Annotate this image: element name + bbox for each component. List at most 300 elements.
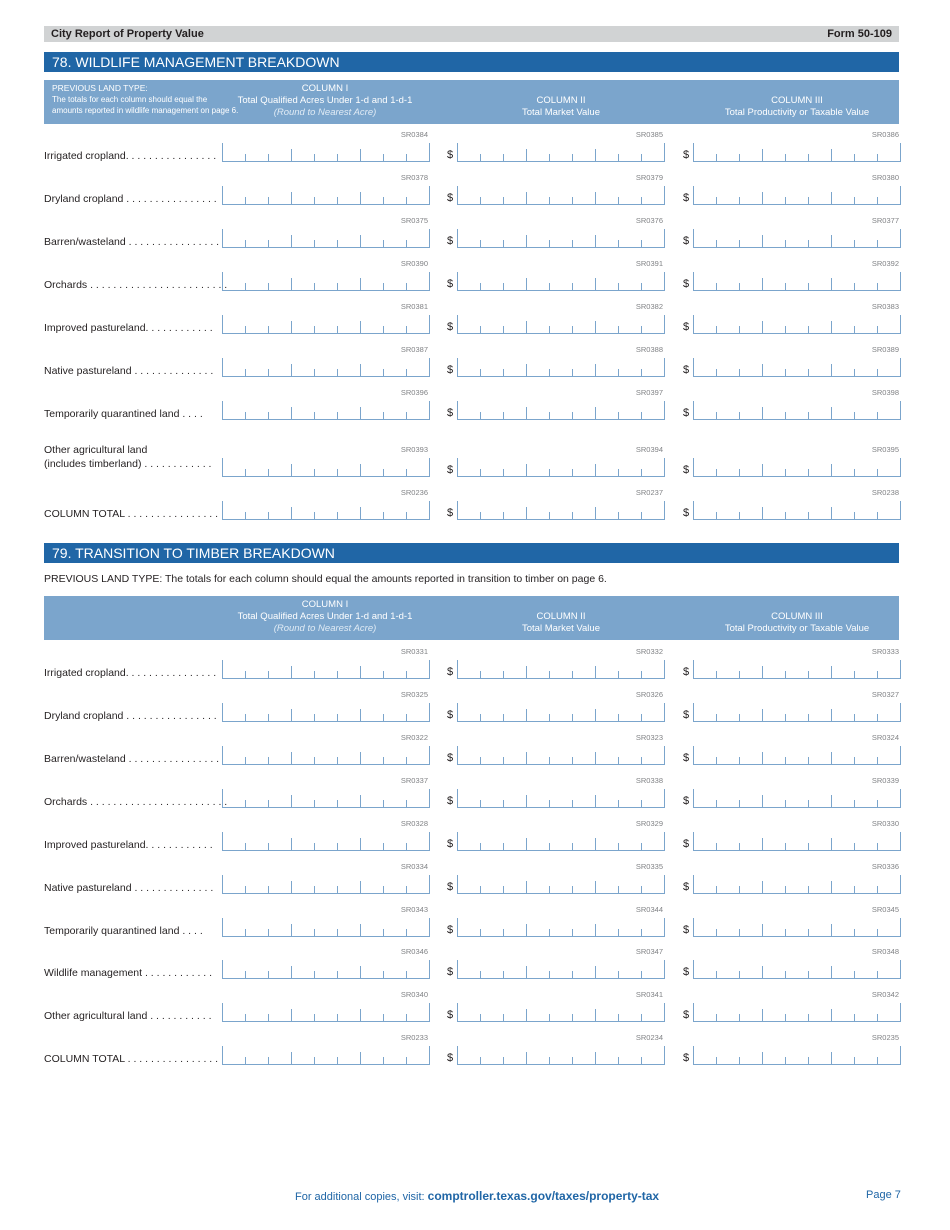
- field-code: SR0378: [400, 173, 428, 182]
- digit-tick: [503, 412, 504, 419]
- column-3-input[interactable]: [693, 1003, 901, 1022]
- digit-tick: [406, 971, 407, 978]
- column-3-input[interactable]: [693, 918, 901, 937]
- row-label: Barren/wasteland . . . . . . . . . . . . . . . .: [44, 753, 220, 765]
- digit-tick: [406, 240, 407, 247]
- digit-tick: [526, 464, 527, 476]
- digit-tick: [268, 1057, 269, 1064]
- digit-tick: [268, 197, 269, 204]
- field-code: SR0331: [400, 647, 428, 656]
- digit-tick: [314, 412, 315, 419]
- digit-tick: [245, 929, 246, 936]
- column-2-input[interactable]: [457, 660, 665, 679]
- dollar-sign: $: [683, 364, 690, 376]
- digit-tick: [383, 1057, 384, 1064]
- digit-tick: [360, 838, 361, 850]
- digit-tick: [383, 800, 384, 807]
- dollar-sign: $: [447, 464, 454, 476]
- field-code: SR0394: [635, 445, 663, 454]
- digit-tick: [406, 929, 407, 936]
- field-code: SR0326: [635, 690, 663, 699]
- row-label: Improved pastureland. . . . . . . . . . . .: [44, 839, 213, 851]
- digit-tick: [268, 469, 269, 476]
- column-2-input[interactable]: [457, 703, 665, 722]
- digit-tick: [877, 714, 878, 721]
- row-label: Orchards . . . . . . . . . . . . . . . . . . . . . . . .: [44, 796, 228, 808]
- dollar-sign: $: [447, 364, 454, 376]
- digit-tick: [572, 469, 573, 476]
- digit-tick: [549, 512, 550, 519]
- digit-tick: [618, 154, 619, 161]
- digit-tick: [360, 192, 361, 204]
- digit-tick: [877, 240, 878, 247]
- digit-tick: [549, 886, 550, 893]
- digit-tick: [716, 929, 717, 936]
- digit-tick: [337, 971, 338, 978]
- digit-tick: [785, 154, 786, 161]
- digit-tick: [314, 326, 315, 333]
- form-row: [44, 819, 904, 859]
- digit-tick: [291, 407, 292, 419]
- field-code: SR0383: [871, 302, 899, 311]
- column-1-input[interactable]: [222, 315, 430, 334]
- digit-tick: [291, 464, 292, 476]
- digit-tick: [595, 795, 596, 807]
- digit-tick: [360, 507, 361, 519]
- column-2-input[interactable]: [457, 143, 665, 162]
- digit-tick: [337, 154, 338, 161]
- column-2-input[interactable]: [457, 789, 665, 808]
- dollar-sign: $: [447, 752, 454, 764]
- digit-tick: [641, 412, 642, 419]
- column-2-input[interactable]: [457, 186, 665, 205]
- digit-tick: [595, 709, 596, 721]
- digit-tick: [360, 321, 361, 333]
- digit-tick: [245, 800, 246, 807]
- digit-tick: [549, 326, 550, 333]
- field-code: SR0348: [871, 947, 899, 956]
- digit-tick: [383, 283, 384, 290]
- digit-tick: [641, 283, 642, 290]
- digit-tick: [549, 240, 550, 247]
- digit-tick: [618, 512, 619, 519]
- digit-tick: [572, 971, 573, 978]
- digit-tick: [314, 1057, 315, 1064]
- column-1-input[interactable]: [222, 918, 430, 937]
- dollar-sign: $: [683, 235, 690, 247]
- digit-tick: [808, 886, 809, 893]
- digit-tick: [877, 1057, 878, 1064]
- column-3-input[interactable]: [693, 143, 901, 162]
- digit-tick: [480, 671, 481, 678]
- digit-tick: [877, 929, 878, 936]
- digit-tick: [762, 364, 763, 376]
- digit-tick: [268, 971, 269, 978]
- digit-tick: [716, 886, 717, 893]
- digit-tick: [785, 671, 786, 678]
- digit-tick: [641, 1057, 642, 1064]
- dollar-sign: $: [447, 507, 454, 519]
- form-row: [44, 388, 904, 428]
- digit-tick: [406, 512, 407, 519]
- field-code: SR0336: [871, 862, 899, 871]
- column-3-input[interactable]: [693, 746, 901, 765]
- digit-tick: [595, 966, 596, 978]
- section-79-header: [44, 543, 899, 563]
- digit-tick: [337, 929, 338, 936]
- digit-tick: [716, 671, 717, 678]
- digit-tick: [877, 154, 878, 161]
- form-row: [44, 862, 904, 902]
- digit-tick: [785, 971, 786, 978]
- dollar-sign: $: [447, 924, 454, 936]
- digit-tick: [739, 1057, 740, 1064]
- digit-tick: [739, 929, 740, 936]
- row-label: Temporarily quarantined land . . . .: [44, 408, 203, 420]
- digit-tick: [549, 469, 550, 476]
- digit-tick: [854, 1057, 855, 1064]
- dollar-sign: $: [683, 1052, 690, 1064]
- column-1-input[interactable]: [222, 960, 430, 979]
- footer-link[interactable]: comptroller.texas.gov/taxes/property-tax: [427, 1189, 660, 1203]
- digit-tick: [716, 512, 717, 519]
- column-2-input[interactable]: [457, 960, 665, 979]
- column-1-input[interactable]: [222, 832, 430, 851]
- page-number: Page 7: [866, 1189, 901, 1201]
- digit-tick: [360, 881, 361, 893]
- digit-tick: [716, 469, 717, 476]
- digit-tick: [762, 1009, 763, 1021]
- digit-tick: [641, 240, 642, 247]
- section-79-column-header: [44, 596, 899, 640]
- digit-tick: [572, 412, 573, 419]
- column-3-input[interactable]: [693, 358, 901, 377]
- digit-tick: [549, 154, 550, 161]
- digit-tick: [595, 838, 596, 850]
- digit-tick: [291, 1052, 292, 1064]
- column-1-input[interactable]: [222, 458, 430, 477]
- digit-tick: [337, 412, 338, 419]
- digit-tick: [314, 800, 315, 807]
- digit-tick: [383, 886, 384, 893]
- digit-tick: [595, 752, 596, 764]
- digit-tick: [785, 1057, 786, 1064]
- digit-tick: [480, 929, 481, 936]
- digit-tick: [503, 800, 504, 807]
- digit-tick: [337, 197, 338, 204]
- digit-tick: [337, 240, 338, 247]
- column-3-input[interactable]: [693, 272, 901, 291]
- digit-tick: [739, 240, 740, 247]
- field-code: SR0346: [400, 947, 428, 956]
- digit-tick: [549, 283, 550, 290]
- digit-tick: [785, 1014, 786, 1021]
- column-3-input[interactable]: [693, 789, 901, 808]
- column-3-input[interactable]: [693, 660, 901, 679]
- digit-tick: [808, 800, 809, 807]
- digit-tick: [526, 364, 527, 376]
- column-2-input[interactable]: [457, 358, 665, 377]
- digit-tick: [854, 971, 855, 978]
- form-title: City Report of Property Value: [51, 28, 204, 40]
- column-1-input[interactable]: [222, 229, 430, 248]
- column-2-input[interactable]: [457, 272, 665, 291]
- digit-tick: [831, 407, 832, 419]
- column-2-input[interactable]: [457, 401, 665, 420]
- column-3-input[interactable]: [693, 186, 901, 205]
- column-1-input[interactable]: [222, 272, 430, 291]
- column-1-input[interactable]: [222, 186, 430, 205]
- column-3-input[interactable]: [693, 875, 901, 894]
- digit-tick: [526, 881, 527, 893]
- digit-tick: [360, 709, 361, 721]
- digit-tick: [314, 714, 315, 721]
- digit-tick: [503, 929, 504, 936]
- form-row: [44, 990, 904, 1030]
- dollar-sign: $: [683, 838, 690, 850]
- field-code: SR0397: [635, 388, 663, 397]
- digit-tick: [808, 326, 809, 333]
- digit-tick: [595, 924, 596, 936]
- row-label: Temporarily quarantined land . . . .: [44, 925, 203, 937]
- column-2-input[interactable]: [457, 229, 665, 248]
- digit-tick: [526, 192, 527, 204]
- digit-tick: [383, 671, 384, 678]
- digit-tick: [877, 886, 878, 893]
- digit-tick: [854, 757, 855, 764]
- digit-tick: [595, 1052, 596, 1064]
- digit-tick: [739, 843, 740, 850]
- column-1-input[interactable]: [222, 1003, 430, 1022]
- digit-tick: [762, 149, 763, 161]
- digit-tick: [314, 154, 315, 161]
- dollar-sign: $: [683, 192, 690, 204]
- column-1-input[interactable]: [222, 789, 430, 808]
- digit-tick: [503, 283, 504, 290]
- field-code: SR0384: [400, 130, 428, 139]
- row-label: Irrigated cropland. . . . . . . . . . . . . . . .: [44, 667, 217, 679]
- column-3-input[interactable]: [693, 458, 901, 477]
- digit-tick: [406, 886, 407, 893]
- digit-tick: [877, 197, 878, 204]
- row-label: Dryland cropland . . . . . . . . . . . . . . . .: [44, 193, 217, 205]
- row-label: Barren/wasteland . . . . . . . . . . . . . . . .: [44, 236, 220, 248]
- digit-tick: [503, 1057, 504, 1064]
- digit-tick: [762, 507, 763, 519]
- column-3-input[interactable]: [693, 501, 901, 520]
- column-3-input[interactable]: [693, 832, 901, 851]
- digit-tick: [245, 326, 246, 333]
- column-1-input[interactable]: [222, 1046, 430, 1065]
- digit-tick: [245, 154, 246, 161]
- column-3-input[interactable]: [693, 960, 901, 979]
- digit-tick: [762, 407, 763, 419]
- digit-tick: [739, 757, 740, 764]
- digit-tick: [641, 929, 642, 936]
- column-1-input[interactable]: [222, 875, 430, 894]
- row-label: Native pastureland . . . . . . . . . . . . . .: [44, 365, 214, 377]
- form-row: [44, 776, 904, 816]
- digit-tick: [808, 154, 809, 161]
- digit-tick: [360, 464, 361, 476]
- digit-tick: [337, 326, 338, 333]
- digit-tick: [383, 512, 384, 519]
- column-2-input[interactable]: [457, 875, 665, 894]
- digit-tick: [808, 1014, 809, 1021]
- digit-tick: [854, 1014, 855, 1021]
- column-2-input[interactable]: [457, 501, 665, 520]
- digit-tick: [406, 671, 407, 678]
- digit-tick: [383, 971, 384, 978]
- row-label: Dryland cropland . . . . . . . . . . . . . . . .: [44, 710, 217, 722]
- form-row: [44, 445, 904, 485]
- field-code: SR0323: [635, 733, 663, 742]
- digit-tick: [406, 412, 407, 419]
- field-code: SR0235: [871, 1033, 899, 1042]
- digit-tick: [739, 714, 740, 721]
- digit-tick: [480, 240, 481, 247]
- digit-tick: [785, 197, 786, 204]
- digit-tick: [762, 966, 763, 978]
- digit-tick: [739, 412, 740, 419]
- digit-tick: [572, 326, 573, 333]
- digit-tick: [503, 971, 504, 978]
- digit-tick: [291, 278, 292, 290]
- form-row: [44, 488, 904, 528]
- digit-tick: [641, 1014, 642, 1021]
- digit-tick: [245, 1057, 246, 1064]
- column-3-input[interactable]: [693, 401, 901, 420]
- digit-tick: [291, 666, 292, 678]
- digit-tick: [406, 843, 407, 850]
- digit-tick: [854, 714, 855, 721]
- digit-tick: [641, 369, 642, 376]
- column-2-input[interactable]: [457, 458, 665, 477]
- digit-tick: [314, 369, 315, 376]
- digit-tick: [877, 412, 878, 419]
- column-2-header: COLUMN II Total Market Value: [522, 611, 600, 634]
- dollar-sign: $: [447, 192, 454, 204]
- dollar-sign: $: [447, 709, 454, 721]
- digit-tick: [526, 752, 527, 764]
- dollar-sign: $: [683, 464, 690, 476]
- digit-tick: [503, 154, 504, 161]
- digit-tick: [641, 512, 642, 519]
- digit-tick: [785, 469, 786, 476]
- digit-tick: [503, 714, 504, 721]
- column-3-input[interactable]: [693, 315, 901, 334]
- digit-tick: [503, 512, 504, 519]
- column-2-input[interactable]: [457, 832, 665, 851]
- digit-tick: [854, 671, 855, 678]
- column-3-input[interactable]: [693, 703, 901, 722]
- digit-tick: [572, 714, 573, 721]
- digit-tick: [618, 1014, 619, 1021]
- column-1-input[interactable]: [222, 501, 430, 520]
- digit-tick: [291, 321, 292, 333]
- field-code: SR0398: [871, 388, 899, 397]
- digit-tick: [877, 369, 878, 376]
- row-label: Improved pastureland. . . . . . . . . . . .: [44, 322, 213, 334]
- column-1-input[interactable]: [222, 703, 430, 722]
- digit-tick: [808, 714, 809, 721]
- digit-tick: [739, 283, 740, 290]
- digit-tick: [480, 1057, 481, 1064]
- field-code: SR0341: [635, 990, 663, 999]
- digit-tick: [831, 838, 832, 850]
- column-1-input[interactable]: [222, 746, 430, 765]
- digit-tick: [337, 843, 338, 850]
- form-row: [44, 947, 904, 987]
- column-3-input[interactable]: [693, 1046, 901, 1065]
- digit-tick: [595, 192, 596, 204]
- digit-tick: [572, 671, 573, 678]
- digit-tick: [808, 1057, 809, 1064]
- field-code: SR0392: [871, 259, 899, 268]
- digit-tick: [480, 412, 481, 419]
- column-1-input[interactable]: [222, 143, 430, 162]
- digit-tick: [549, 757, 550, 764]
- digit-tick: [337, 671, 338, 678]
- digit-tick: [716, 154, 717, 161]
- digit-tick: [480, 197, 481, 204]
- digit-tick: [314, 843, 315, 850]
- digit-tick: [762, 464, 763, 476]
- column-2-input[interactable]: [457, 1046, 665, 1065]
- digit-tick: [831, 321, 832, 333]
- digit-tick: [337, 512, 338, 519]
- digit-tick: [618, 757, 619, 764]
- digit-tick: [762, 666, 763, 678]
- digit-tick: [595, 464, 596, 476]
- column-3-header: COLUMN III Total Productivity or Taxable Value: [724, 95, 870, 118]
- column-1-input[interactable]: [222, 358, 430, 377]
- column-1-input[interactable]: [222, 660, 430, 679]
- digit-tick: [406, 469, 407, 476]
- column-2-input[interactable]: [457, 918, 665, 937]
- digit-tick: [383, 197, 384, 204]
- column-1-input[interactable]: [222, 401, 430, 420]
- column-3-input[interactable]: [693, 229, 901, 248]
- column-2-input[interactable]: [457, 315, 665, 334]
- field-code: SR0343: [400, 905, 428, 914]
- column-2-input[interactable]: [457, 746, 665, 765]
- column-2-input[interactable]: [457, 1003, 665, 1022]
- digit-tick: [503, 757, 504, 764]
- digit-tick: [314, 512, 315, 519]
- field-code: SR0324: [871, 733, 899, 742]
- digit-tick: [762, 278, 763, 290]
- digit-tick: [739, 326, 740, 333]
- field-code: SR0342: [871, 990, 899, 999]
- digit-tick: [526, 666, 527, 678]
- digit-tick: [877, 843, 878, 850]
- dollar-sign: $: [447, 795, 454, 807]
- digit-tick: [383, 1014, 384, 1021]
- digit-tick: [831, 1009, 832, 1021]
- digit-tick: [480, 283, 481, 290]
- digit-tick: [762, 838, 763, 850]
- digit-tick: [503, 469, 504, 476]
- form-row: [44, 216, 904, 256]
- digit-tick: [503, 671, 504, 678]
- dollar-sign: $: [683, 752, 690, 764]
- digit-tick: [739, 369, 740, 376]
- row-label: Irrigated cropland. . . . . . . . . . . . . . . .: [44, 150, 217, 162]
- digit-tick: [245, 671, 246, 678]
- field-code: SR0389: [871, 345, 899, 354]
- digit-tick: [291, 752, 292, 764]
